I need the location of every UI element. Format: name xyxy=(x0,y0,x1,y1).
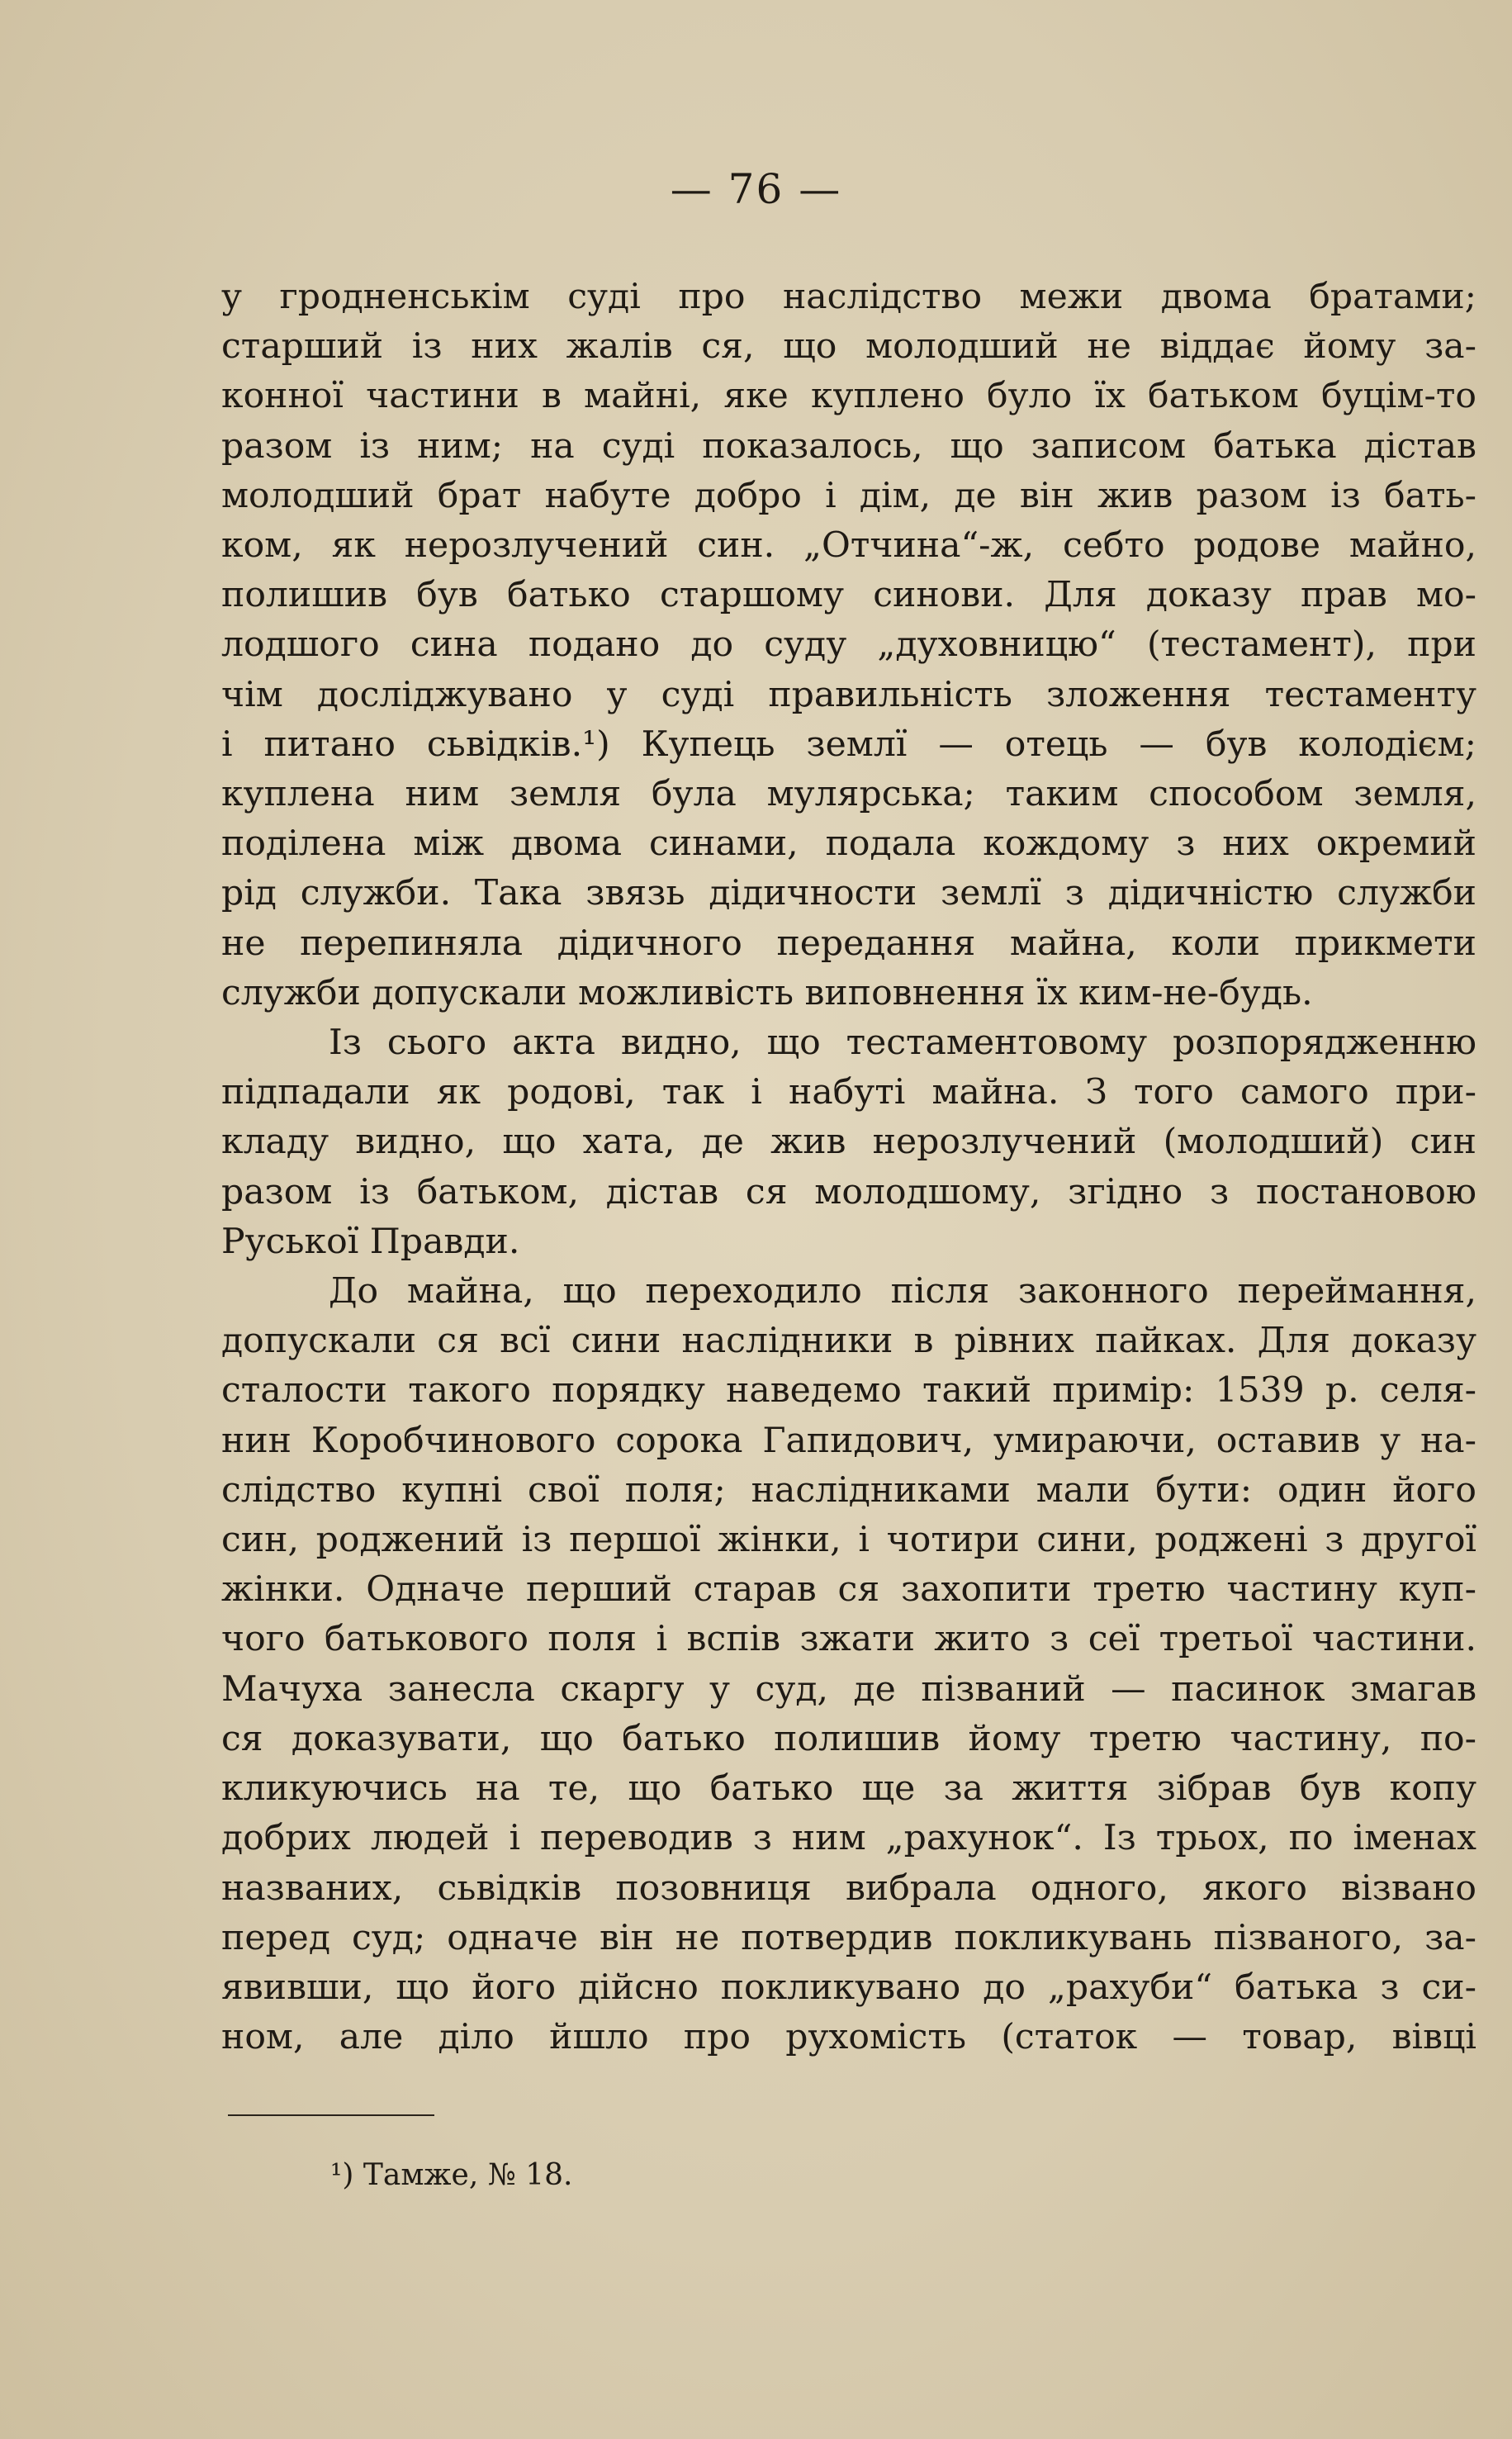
text-line: перед суд; одначе він не потвердив покликувань пізваного, за- xyxy=(221,1917,1476,1958)
text-line: поділена між двома синами, подала кождому з них окремий xyxy=(221,823,1476,865)
text-line: конної частини в майні, яке куплено було їх батьком буцім-то xyxy=(221,376,1476,417)
text-line: кладу видно, що хата, де жив нерозлучений (молодший) син xyxy=(221,1122,1476,1163)
page-number: — 76 — xyxy=(670,165,842,213)
text-line: син, роджений із першої жінки, і чотири сини, роджені з другої xyxy=(221,1520,1476,1561)
text-line: До майна, що переходило після законного переймання, xyxy=(329,1271,1476,1312)
text-line: рід служби. Така звязь дідичности землї з дідичністю служби xyxy=(221,873,1476,914)
text-line: у гродненськім суді про наслідство межи двома братами; xyxy=(221,277,1476,317)
text-line: старший із них жалів ся, що молодший не віддає йому за- xyxy=(221,326,1476,368)
text-line: жінки. Одначе перший старав ся захопити третю частину куп- xyxy=(221,1569,1476,1611)
text-line: ном, але діло йшло про рухомість (статок — товар, вівці xyxy=(221,2017,1476,2058)
text-line: полишив був батько старшому синови. Для доказу прав мо- xyxy=(221,575,1476,616)
text-line: разом із ним; на суді показалось, що записом батька дістав xyxy=(221,425,1476,467)
text-line: нин Коробчинового сорока Гапидович, умираючи, оставив у на- xyxy=(221,1420,1476,1461)
text-line: сталости такого порядку наведемо такий примір: 1539 р. селя- xyxy=(221,1370,1476,1412)
text-line: молодший брат набуте добро і дім, де він жив разом із бать- xyxy=(221,475,1476,516)
text-line: підпадали як родові, так і набуті майна. З того самого при- xyxy=(221,1072,1476,1113)
footnote-divider xyxy=(228,2114,434,2116)
text-line: ся доказувати, що батько полишив йому третю частину, по- xyxy=(221,1718,1476,1759)
text-line: разом із батьком, дістав ся молодшому, згідно з постановою xyxy=(221,1171,1476,1212)
body-text xyxy=(221,273,1476,2062)
text-line: не перепиняла дідичного передання майна, коли прикмети xyxy=(221,923,1476,964)
text-line: служби допускали можливість виповнення їх ким-не-будь. xyxy=(221,972,1313,1013)
text-line: чім досліджувано у суді правильність зложення тестаменту xyxy=(221,674,1476,715)
text-line: названих, сьвідків позовниця вибрала одного, якого візвано xyxy=(221,1867,1476,1909)
text-line: куплена ним земля була мулярська; таким способом земля, xyxy=(221,774,1476,815)
footnote: ¹) Тамже, № 18. xyxy=(330,2158,573,2192)
text-line: явивши, що його дійсно покликувано до „рахуби“ батька з си- xyxy=(221,1967,1476,2008)
text-line: допускали ся всї сини наслідники в рівних пайках. Для доказу xyxy=(221,1321,1476,1362)
text-line: і питано сьвідків.¹) Купець землї — отець — був колодієм; xyxy=(221,724,1476,765)
text-line: лодшого сина подано до суду „духовницю“ (тестамент), при xyxy=(221,624,1476,666)
text-line: Із сього акта видно, що тестаментовому розпорядженню xyxy=(329,1023,1476,1064)
text-line: чого батькового поля і вспів зжати жито з сеї третьої частини. xyxy=(221,1619,1476,1660)
text-line: Мачуха занесла скаргу у суд, де пізваний — пасинок змагав xyxy=(221,1668,1476,1710)
text-line: ком, як нерозлучений син. „Отчина“-ж, себто родове майно, xyxy=(221,525,1476,567)
text-line: слідство купні свої поля; наслідниками мали бути: один його xyxy=(221,1469,1476,1511)
text-line: Руської Правди. xyxy=(221,1221,520,1262)
text-line: добрих людей і переводив з ним „рахунок“. Із трьох, по іменах xyxy=(221,1818,1476,1859)
text-line: кликуючись на те, що батько ще за життя зібрав був копу xyxy=(221,1768,1476,1810)
